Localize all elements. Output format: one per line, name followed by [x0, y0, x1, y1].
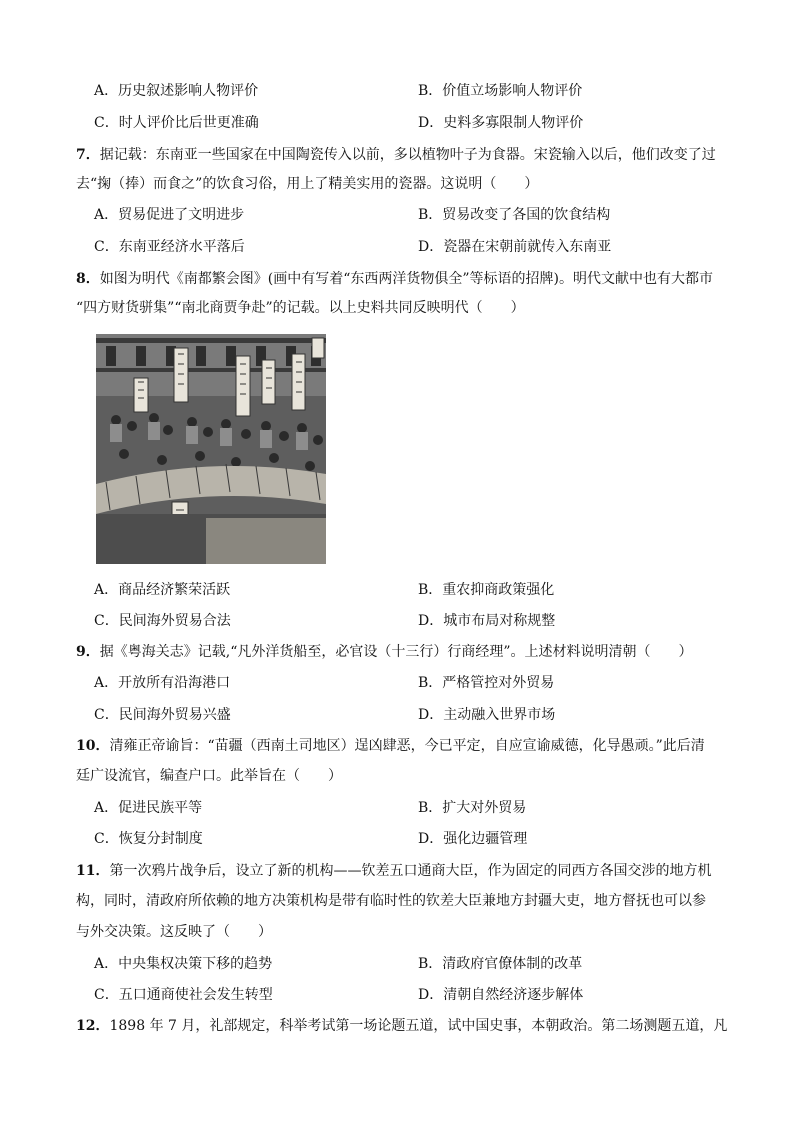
q12-stem-line1 — [76, 1016, 746, 1036]
q10-stem-line2: 廷广设流官，编查户口。此举旨在（ ） — [76, 768, 342, 784]
q6-option-b[interactable]: B．价值立场影响人物评价 — [418, 83, 583, 99]
q10-option-b[interactable]: B．扩大对外贸易 — [418, 800, 527, 816]
q11-text-1: 第一次鸦片战争后，设立了新的机构——钦差五口通商大臣，作为固定的同西方各国交涉的地方机 — [109, 863, 712, 879]
q8-option-c[interactable]: C．民间海外贸易合法 — [94, 613, 231, 629]
q9-option-b[interactable]: B．严格管控对外贸易 — [418, 675, 555, 691]
q8-option-d[interactable]: D．城市布局对称规整 — [418, 613, 556, 629]
q8-stem-line1 — [76, 269, 746, 289]
q10-number: 10． — [76, 738, 110, 754]
q6-option-d[interactable]: D．史料多寡限制人物评价 — [418, 115, 584, 131]
q11-stem-line1 — [76, 861, 746, 881]
q7-option-a[interactable]: A．贸易促进了文明进步 — [94, 207, 245, 223]
q11-option-c[interactable]: C．五口通商使社会发生转型 — [94, 987, 273, 1003]
q9-option-c[interactable]: C．民间海外贸易兴盛 — [94, 707, 231, 723]
q7-text-1: 据记载：东南亚一些国家在中国陶瓷传入以前，多以植物叶子为食器。宋瓷输入以后，他们改变了过 — [99, 147, 716, 163]
q9-number: 9． — [76, 644, 100, 660]
q10-option-c[interactable]: C．恢复分封制度 — [94, 831, 203, 847]
q7-stem-line2: 去“掬（捧）而食之”的饮食习俗，用上了精美实用的瓷器。这说明（ ） — [76, 176, 539, 192]
q8-option-b[interactable]: B．重农抑商政策强化 — [418, 582, 555, 598]
q7-stem-line1 — [76, 145, 746, 165]
q11-stem-line3: 与外交决策。这反映了（ ） — [76, 924, 272, 940]
q8-option-a[interactable]: A．商品经济繁荣活跃 — [94, 582, 231, 598]
q7-option-b[interactable]: B．贸易改变了各国的饮食结构 — [418, 207, 611, 223]
q11-stem-line2: 构，同时，清政府所依赖的地方决策机构是带有临时性的钦差大臣兼地方封疆大吏，地方督抚也可以参 — [76, 893, 706, 909]
q6-option-a[interactable]: A．历史叙述影响人物评价 — [94, 83, 259, 99]
q6-option-c[interactable]: C．时人评价比后世更准确 — [94, 115, 259, 131]
q7-option-c[interactable]: C．东南亚经济水平落后 — [94, 239, 245, 255]
q7-number: 7． — [76, 147, 100, 163]
q11-option-b[interactable]: B．清政府官僚体制的改革 — [418, 956, 583, 972]
q11-number: 11． — [76, 863, 110, 879]
q9-option-a[interactable]: A．开放所有沿海港口 — [94, 675, 231, 691]
q9-option-d[interactable]: D．主动融入世界市场 — [418, 707, 556, 723]
q12-number: 12． — [76, 1018, 110, 1034]
q8-stem-line2: “四方财货骈集”“南北商贾争赴”的记载。以上史料共同反映明代（ ） — [76, 300, 525, 316]
q9-stem-line1 — [76, 642, 746, 662]
q8-number: 8． — [76, 271, 100, 287]
q10-stem-line1 — [76, 736, 746, 756]
q9-text-1: 据《粤海关志》记载,“凡外洋货船至，必官设（十三行）行商经理”。上述材料说明清朝（ ） — [99, 644, 693, 660]
q12-text-1: 1898 年 7 月，礼部规定，科举考试第一场论题五道，试中国史事，本朝政治。第二场测题五道，凡 — [109, 1018, 728, 1034]
q10-text-1: 清雍正帝谕旨：“苗疆（西南土司地区）逞凶肆恶，今已平定，自应宣谕威德，化导愚顽。”此后清 — [109, 738, 705, 754]
q11-option-d[interactable]: D．清朝自然经济逐步解体 — [418, 987, 584, 1003]
q8-text-1: 如图为明代《南都繁会图》(画中有写着“东西两洋货物俱全”等标语的招牌)。明代文献中也有大都市 — [99, 271, 713, 287]
nandu-fanhui-painting-image — [96, 334, 326, 564]
painting-svg — [96, 334, 326, 564]
q10-option-d[interactable]: D．强化边疆管理 — [418, 831, 528, 847]
q10-option-a[interactable]: A．促进民族平等 — [94, 800, 203, 816]
q7-option-d[interactable]: D．瓷器在宋朝前就传入东南亚 — [418, 239, 612, 255]
q11-option-a[interactable]: A．中央集权决策下移的趋势 — [94, 956, 273, 972]
